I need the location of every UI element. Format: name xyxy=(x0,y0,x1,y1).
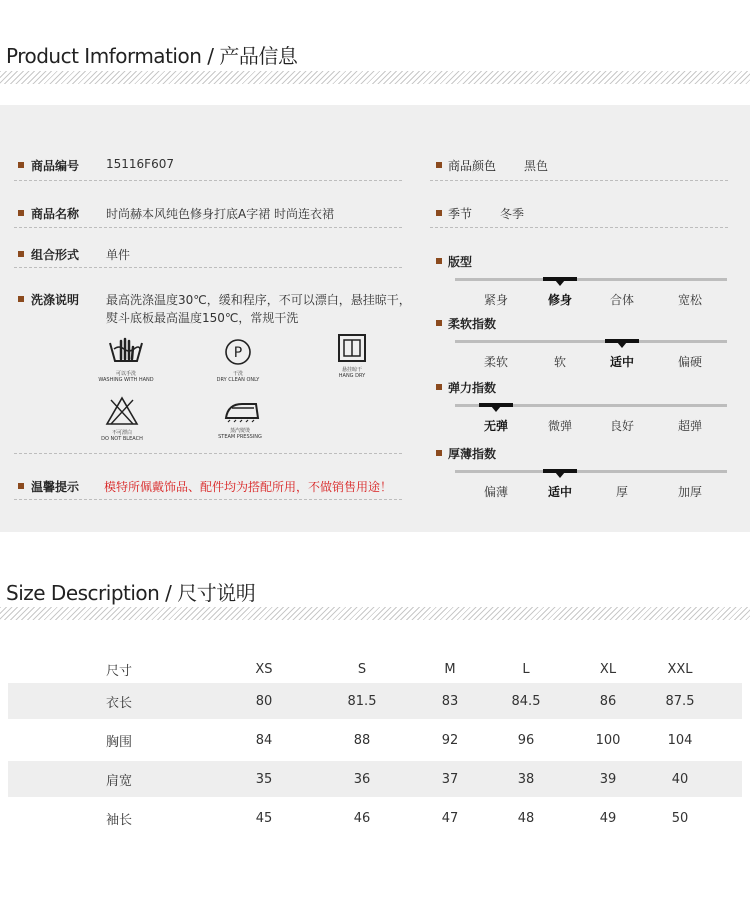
table-cell: M xyxy=(444,661,456,677)
care-caption: WASHING WITH HAND xyxy=(98,377,154,383)
name-value: 时尚赫本风纯色修身打底A字裙 时尚连衣裙 xyxy=(106,207,335,221)
scale-option: 微弹 xyxy=(547,419,572,433)
scale-pointer xyxy=(617,342,627,348)
color-label: 商品颜色 xyxy=(448,159,497,173)
care-caption: HANG DRY xyxy=(338,373,366,379)
table-cell: 104 xyxy=(667,732,693,748)
scale-option: 厚 xyxy=(615,485,628,499)
scale-option: 适中 xyxy=(609,355,634,369)
table-cell: 46 xyxy=(353,810,371,826)
bullet-icon xyxy=(436,162,442,168)
table-cell: 80 xyxy=(255,693,273,709)
care-caption: DO NOT BLEACH xyxy=(101,436,143,442)
bullet-icon xyxy=(18,162,24,168)
table-cell: XS xyxy=(255,661,273,677)
table-cell: 40 xyxy=(671,771,689,787)
table-cell: S xyxy=(357,661,367,677)
scale-option: 无弹 xyxy=(483,419,508,433)
bullet-icon xyxy=(18,483,24,489)
steam-iron-icon xyxy=(210,398,270,440)
scale-option: 良好 xyxy=(609,419,634,433)
item-no-value: 15116F607 xyxy=(106,157,174,171)
care-caption: STEAM PRESSING xyxy=(218,434,262,440)
scale-option: 紧身 xyxy=(483,293,508,307)
table-cell: 87.5 xyxy=(665,693,695,709)
size-section-title: Size Description / 尺寸说明 xyxy=(6,581,256,605)
care-caption: DRY CLEAN ONLY xyxy=(216,377,260,383)
scale-option: 加厚 xyxy=(677,485,702,499)
table-cell: 92 xyxy=(441,732,459,748)
table-cell: 100 xyxy=(595,732,621,748)
table-cell: 84 xyxy=(255,732,273,748)
table-row xyxy=(8,683,742,719)
care-caption: 干洗 xyxy=(232,371,243,377)
table-cell: 50 xyxy=(671,810,689,826)
scale-option: 修身 xyxy=(547,293,572,307)
tip-warning: 模特所佩戴饰品、配件均为搭配所用，不做销售用途！ xyxy=(104,480,393,494)
table-cell: 38 xyxy=(517,771,535,787)
scale-option: 超弹 xyxy=(677,419,702,433)
row-divider xyxy=(14,499,402,500)
care-caption: 悬挂晾干 xyxy=(341,367,362,373)
table-cell: 衣长 xyxy=(106,695,133,711)
scale-track xyxy=(455,340,727,343)
wash-label: 洗涤说明 xyxy=(31,293,80,307)
table-cell: 37 xyxy=(441,771,459,787)
name-label: 商品名称 xyxy=(31,207,80,221)
table-cell: XXL xyxy=(667,661,693,677)
table-cell: 36 xyxy=(353,771,371,787)
title-divider xyxy=(0,71,750,84)
care-caption: 可以手洗 xyxy=(115,371,136,377)
row-divider xyxy=(14,453,402,454)
table-cell: 49 xyxy=(599,810,617,826)
table-cell: 袖长 xyxy=(106,812,133,828)
wash-line-1: 最高洗涤温度30℃，缓和程序，不可以漂白，悬挂晾干， xyxy=(106,293,411,307)
season-value: 冬季 xyxy=(500,207,525,221)
table-cell: 39 xyxy=(599,771,617,787)
scale-option: 偏硬 xyxy=(677,355,702,369)
combo-value: 单件 xyxy=(106,248,131,262)
table-cell: 胸围 xyxy=(106,734,133,750)
row-divider xyxy=(14,227,402,228)
table-cell: 35 xyxy=(255,771,273,787)
bullet-icon xyxy=(18,296,24,302)
bullet-icon xyxy=(436,450,442,456)
bullet-icon xyxy=(436,320,442,326)
product-info-panel xyxy=(0,105,750,532)
scale-label: 弹力指数 xyxy=(448,381,497,395)
table-cell: 81.5 xyxy=(347,693,377,709)
row-divider xyxy=(14,267,402,268)
scale-label: 厚薄指数 xyxy=(448,447,497,461)
scale-option: 偏薄 xyxy=(483,485,508,499)
hand-wash-icon xyxy=(96,337,156,383)
no-bleach-icon xyxy=(92,396,152,442)
bullet-icon xyxy=(18,251,24,257)
scale-track xyxy=(455,470,727,473)
table-cell: XL xyxy=(599,661,617,677)
table-cell: 48 xyxy=(517,810,535,826)
bullet-icon xyxy=(436,384,442,390)
scale-option: 合体 xyxy=(609,293,634,307)
scale-pointer xyxy=(555,280,565,286)
scale-option: 宽松 xyxy=(677,293,702,307)
item-no-label: 商品编号 xyxy=(31,159,80,173)
scale-label: 柔软指数 xyxy=(448,317,497,331)
row-divider xyxy=(430,227,728,228)
table-cell: L xyxy=(522,661,530,677)
row-divider xyxy=(14,180,402,181)
bullet-icon xyxy=(436,210,442,216)
table-cell: 尺寸 xyxy=(106,663,133,679)
table-row xyxy=(8,719,742,761)
combo-label: 组合形式 xyxy=(31,248,80,262)
table-cell: 96 xyxy=(517,732,535,748)
table-cell: 84.5 xyxy=(511,693,541,709)
scale-track xyxy=(455,278,727,281)
scale-label: 版型 xyxy=(448,255,473,269)
hang-dry-icon xyxy=(322,333,382,379)
table-cell: 86 xyxy=(599,693,617,709)
title-divider xyxy=(0,607,750,620)
table-row xyxy=(8,797,742,839)
tip-label: 温馨提示 xyxy=(31,480,80,494)
scale-pointer xyxy=(555,472,565,478)
season-label: 季节 xyxy=(448,207,473,221)
size-table xyxy=(8,655,742,839)
wash-line-2: 熨斗底板最高温度150℃，常规干洗 xyxy=(106,311,299,325)
scale-option: 适中 xyxy=(547,485,572,499)
table-row xyxy=(8,761,742,797)
table-cell: 肩宽 xyxy=(106,773,133,789)
table-cell: 47 xyxy=(441,810,459,826)
table-cell: 83 xyxy=(441,693,459,709)
color-value: 黑色 xyxy=(524,159,549,173)
care-caption: 不可漂白 xyxy=(111,430,132,436)
dry-clean-icon xyxy=(208,337,268,383)
bullet-icon xyxy=(436,258,442,264)
row-divider xyxy=(430,180,728,181)
bullet-icon xyxy=(18,210,24,216)
scale-option: 软 xyxy=(553,355,566,369)
scale-option: 柔软 xyxy=(483,355,508,369)
table-header-row xyxy=(8,655,742,683)
dry-clean-symbol: P xyxy=(233,345,243,361)
care-caption: 蒸汽熨烫 xyxy=(229,428,250,434)
product-info-title: Product Imformation / 产品信息 xyxy=(6,44,298,68)
table-cell: 45 xyxy=(255,810,273,826)
table-cell: 88 xyxy=(353,732,371,748)
scale-pointer xyxy=(491,406,501,412)
